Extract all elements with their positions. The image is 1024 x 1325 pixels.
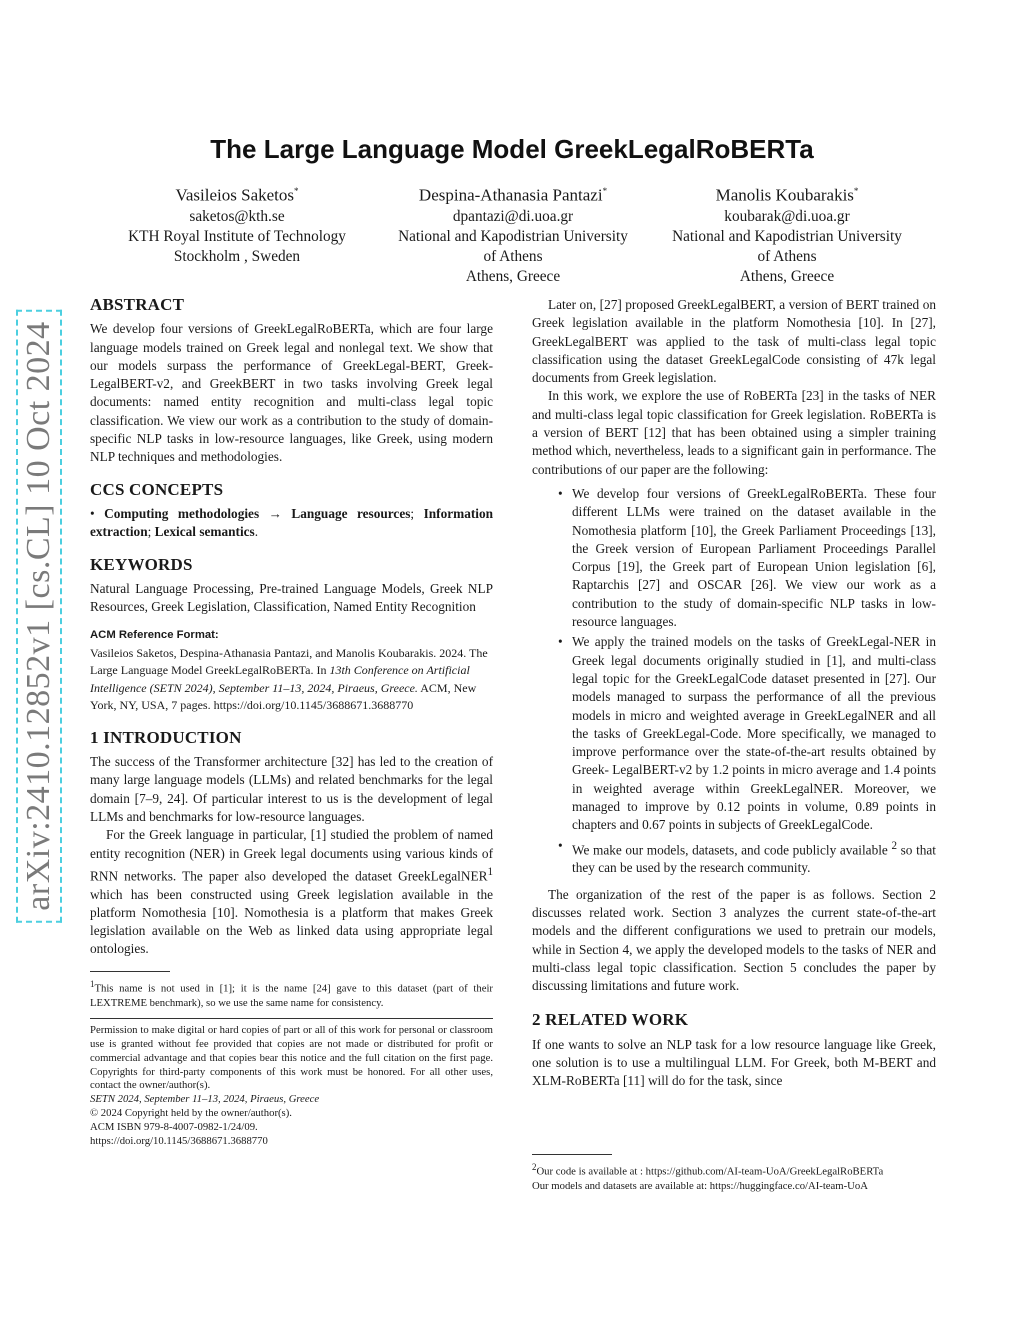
footnote-2-mark: 2 bbox=[532, 1162, 537, 1172]
bullet-icon: • bbox=[558, 634, 563, 650]
footnote-1-ref[interactable]: 1 bbox=[487, 865, 493, 878]
ccs-end: . bbox=[254, 524, 259, 540]
intro-paragraph-2 bbox=[90, 826, 493, 959]
list-item bbox=[532, 485, 936, 631]
footnote-divider bbox=[90, 971, 170, 972]
author-2-name: Despina-Athanasia Pantazi bbox=[418, 185, 603, 205]
ccs-heading: CCS CONCEPTS bbox=[90, 479, 224, 499]
ccs-arrow: → bbox=[268, 505, 282, 521]
ccs-concepts bbox=[90, 505, 493, 542]
bullet-icon: • bbox=[558, 837, 563, 853]
author-2-affiliation-line-3: Athens, Greece bbox=[465, 267, 561, 285]
right-paragraph-3: The organization of the rest of the paper is as follows. Section 2 discusses related work. Section 3 analyzes the current state-of-the-art models and the different configurations we used to pretrain our models, while in Section 4, we apply the developed models to the tasks of NER and multi-class legal topic classification. Section 5 concludes the paper by discussing limitations and future work. bbox=[532, 886, 936, 994]
author-3-name: Manolis Koubarakis bbox=[715, 185, 854, 205]
author-3-affiliation-line-3: Athens, Greece bbox=[739, 267, 835, 285]
abstract-heading: ABSTRACT bbox=[90, 295, 185, 314]
footnote-2-line-2[interactable]: Our models and datasets are available at: https://huggingface.co/AI-team-UoA bbox=[532, 1180, 868, 1193]
contribution-2: We apply the trained models on the tasks of GreekLegal-NER in Greek legal documents originally studied in [1], and multi-class legal topic for the GreekLegalCode dataset presented in [27]. Our models managed to surpass the performance of all the previous models in micro and weighted average in GreekLegalNER and all the tasks of GreekLegal-Code. More specifically, we managed to improve performance over the state-of-the-art results obtained by Greek- LegalBERT-v2 by 1.2 points in micro average and 1.4 points in weighted average within GreekLegalNER. Moreover, we managed to improve by 0.12 points in volume, 0.89 points in chapters and 0.67 points in subjects of GreekLegalCode. bbox=[572, 634, 936, 833]
abstract-text: We develop four versions of GreekLegalRoBERTa, which are four large language models trained on Greek legal and nonlegal text. We show that our models surpass the performance of GreekLegal-BERT, Greek- LegalBERT-v2, and GreekBERT in two tasks involving Greek legal documents: named entity recognition and multi-class legal topic classification. We view our work as a contribution to the study of domain-specific NLP tasks in low-resource languages, like Greek, using modern NLP techniques and methodologies. bbox=[90, 321, 493, 465]
right-paragraph-2: In this work, we explore the use of RoBERTa [23] in the tasks of NER and multi-class legal topic classification for Greek legislation. RoBERTa is a version of BERT [12] that has been obtained using a simpler training method which, nevertheless, leads to a significant gain in performance. The contributions of our paper are the following: bbox=[532, 388, 936, 477]
acm-reference-heading: ACM Reference Format: bbox=[90, 629, 219, 642]
author-2-email[interactable]: dpantazi@di.uoa.gr bbox=[452, 207, 574, 225]
permission-text: Permission to make digital or hard copies of part or all of this work for personal or classroom use is granted without fee provided that copies are not made or distributed for profit or commercial advantage and that copies bear this notice and the full citation on the first page. Copyrights for third-party components of this work must be honored. For all other uses, contact the owner/author(s). bbox=[90, 1024, 493, 1092]
footnote-1 bbox=[90, 977, 493, 1011]
acm-reference-line-1: Vasileios Saketos, Despina-Athanasia Pantazi, and Manolis Koubarakis. 2024. The Large Language Model GreekLegalRoBERTa. In bbox=[90, 645, 488, 678]
contribution-1: We develop four versions of GreekLegalRoBERTa. These four different LLMs were trained on the dataset available in the Nomothesia platform [10], the Greek Parliament Proceedings [13], the Greek version of European Parliament Proceedings Parallel Corpus [19], the Greek part of European Union legislation [6], Raptarchis [27] and OSCAR [26]. We view our work as a contribution to the study of domain-specific NLP tasks in low-resource languages. bbox=[572, 485, 936, 630]
ccs-separator-2: ; bbox=[147, 524, 152, 540]
permission-doi[interactable]: https://doi.org/10.1145/3688671.3688770 bbox=[90, 1134, 268, 1147]
footnote-2-divider bbox=[532, 1154, 612, 1155]
related-work-paragraph: If one wants to solve an NLP task for a low resource language like Greek, one solution is to use a multilingual LLM. For Greek, both M-BERT and XLM-RoBERTa [11] will do for the task, since bbox=[532, 1036, 936, 1089]
keywords-heading: KEYWORDS bbox=[90, 554, 193, 574]
acm-reference-text bbox=[90, 645, 493, 715]
intro-paragraph-2-b: which has been constructed using Greek legislation available in the platform Nomothesia [10]. Nomothesia is a platform that makes Greek legislation available on the Web as linked data using appropriate legal ontologies. bbox=[90, 886, 493, 957]
permission-copyright: © 2024 Copyright held by the owner/author(s). bbox=[90, 1107, 292, 1120]
right-paragraph-1: Later on, [27] proposed GreekLegalBERT, a version of BERT trained on Greek legislation available in the platform Nomothesia [10]. In [27], GreekLegalBERT was applied to the task of multi-class legal topic classification using the dataset GreekLegalCode consisting of 47k legal documents from Greek legislation. bbox=[532, 297, 936, 386]
footnote-1-text: This name is not used in [1]; it is the name [24] gave to this dataset (part of their LEXTREME benchmark), so we use the same name for consistency. bbox=[90, 982, 493, 1009]
ccs-term-4: Lexical semantics bbox=[154, 524, 255, 540]
footnote-2-line-1[interactable]: Our code is available at : https://github.com/AI-team-UoA/GreekLegalRoBERTa bbox=[536, 1165, 884, 1178]
left-column bbox=[90, 296, 493, 1148]
author-1-email[interactable]: saketos@kth.se bbox=[189, 207, 285, 225]
right-column bbox=[532, 296, 936, 1091]
bullet-icon: • bbox=[558, 485, 563, 501]
author-3-affiliation-line-1: National and Kapodistrian University bbox=[672, 227, 902, 245]
permission-isbn: ACM ISBN 979-8-4007-0982-1/24/09. bbox=[90, 1120, 258, 1133]
intro-paragraph-2-a: For the Greek language in particular, [1] studied the problem of named entity recognition (NER) in Greek legal documents using various kinds of RNN networks. The paper also developed the dataset GreekLegalNER bbox=[90, 827, 493, 884]
author-2-mark: * bbox=[602, 186, 608, 196]
author-block bbox=[100, 180, 924, 290]
acm-reference-line-2[interactable]: ACM, New York, NY, USA, 7 pages. https://doi.org/10.1145/3688671.3688770 bbox=[90, 680, 477, 713]
introduction-heading: 1 INTRODUCTION bbox=[90, 727, 242, 747]
ccs-bullet: • bbox=[90, 505, 95, 521]
footnote-2 bbox=[532, 1160, 936, 1194]
author-1-name: Vasileios Saketos bbox=[175, 185, 295, 205]
ccs-term-3: Information extraction bbox=[90, 505, 494, 540]
list-item bbox=[532, 633, 936, 834]
author-2-affiliation-line-1: National and Kapodistrian University bbox=[398, 227, 628, 245]
author-2 bbox=[376, 180, 650, 287]
footnote-1-mark: 1 bbox=[90, 978, 95, 989]
author-2-affiliation-line-2: of Athens bbox=[483, 247, 543, 265]
author-1-affiliation-line-1: KTH Royal Institute of Technology bbox=[128, 227, 346, 245]
ccs-term-2: Language resources bbox=[291, 505, 411, 521]
related-work-heading: 2 RELATED WORK bbox=[532, 1010, 689, 1030]
permission-block bbox=[90, 1024, 493, 1148]
author-1-affiliation-line-2: Stockholm , Sweden bbox=[173, 247, 301, 265]
author-1-mark: * bbox=[294, 186, 299, 196]
right-footnotes bbox=[532, 1154, 936, 1194]
keywords-text: Natural Language Processing, Pre-trained Language Models, Greek NLP Resources, Greek Legislation, Classification, Named Entity Recognition bbox=[90, 580, 493, 615]
intro-paragraph-1: The success of the Transformer architecture [32] has led to the creation of many large language models (LLMs) and related benchmarks for the legal domain [7–9, 24]. Of particular interest to us is the development of legal LLMs and benchmarks for low-resource languages. bbox=[90, 754, 493, 824]
contribution-3-b: so that they can be used by the research community. bbox=[572, 842, 937, 876]
ccs-separator-1: ; bbox=[410, 505, 415, 521]
author-3 bbox=[650, 180, 924, 287]
arxiv-stamp bbox=[16, 322, 62, 910]
contribution-list bbox=[532, 485, 936, 878]
paper-title: The Large Language Model GreekLegalRoBERTa bbox=[210, 134, 814, 164]
permission-divider bbox=[90, 1018, 493, 1019]
ccs-term-1: Computing methodologies bbox=[104, 505, 260, 521]
arxiv-id[interactable]: arXiv:2410.12852v1 [cs.CL] 10 Oct 2024 bbox=[16, 309, 62, 922]
author-3-mark: * bbox=[853, 186, 859, 196]
author-3-email[interactable]: koubarak@di.uoa.gr bbox=[724, 207, 850, 225]
permission-venue: SETN 2024, September 11–13, 2024, Piraeus, Greece bbox=[90, 1093, 320, 1106]
contribution-3-a: We make our models, datasets, and code publicly available bbox=[572, 842, 888, 858]
author-1 bbox=[100, 180, 374, 267]
author-3-affiliation-line-2: of Athens bbox=[757, 247, 817, 265]
list-item bbox=[532, 837, 936, 878]
footnote-2-ref[interactable]: 2 bbox=[891, 839, 898, 852]
acm-reference-venue: 13th Conference on Artificial Intelligence (SETN 2024), September 11–13, 2024, Piraeus, Greece. bbox=[90, 663, 470, 695]
